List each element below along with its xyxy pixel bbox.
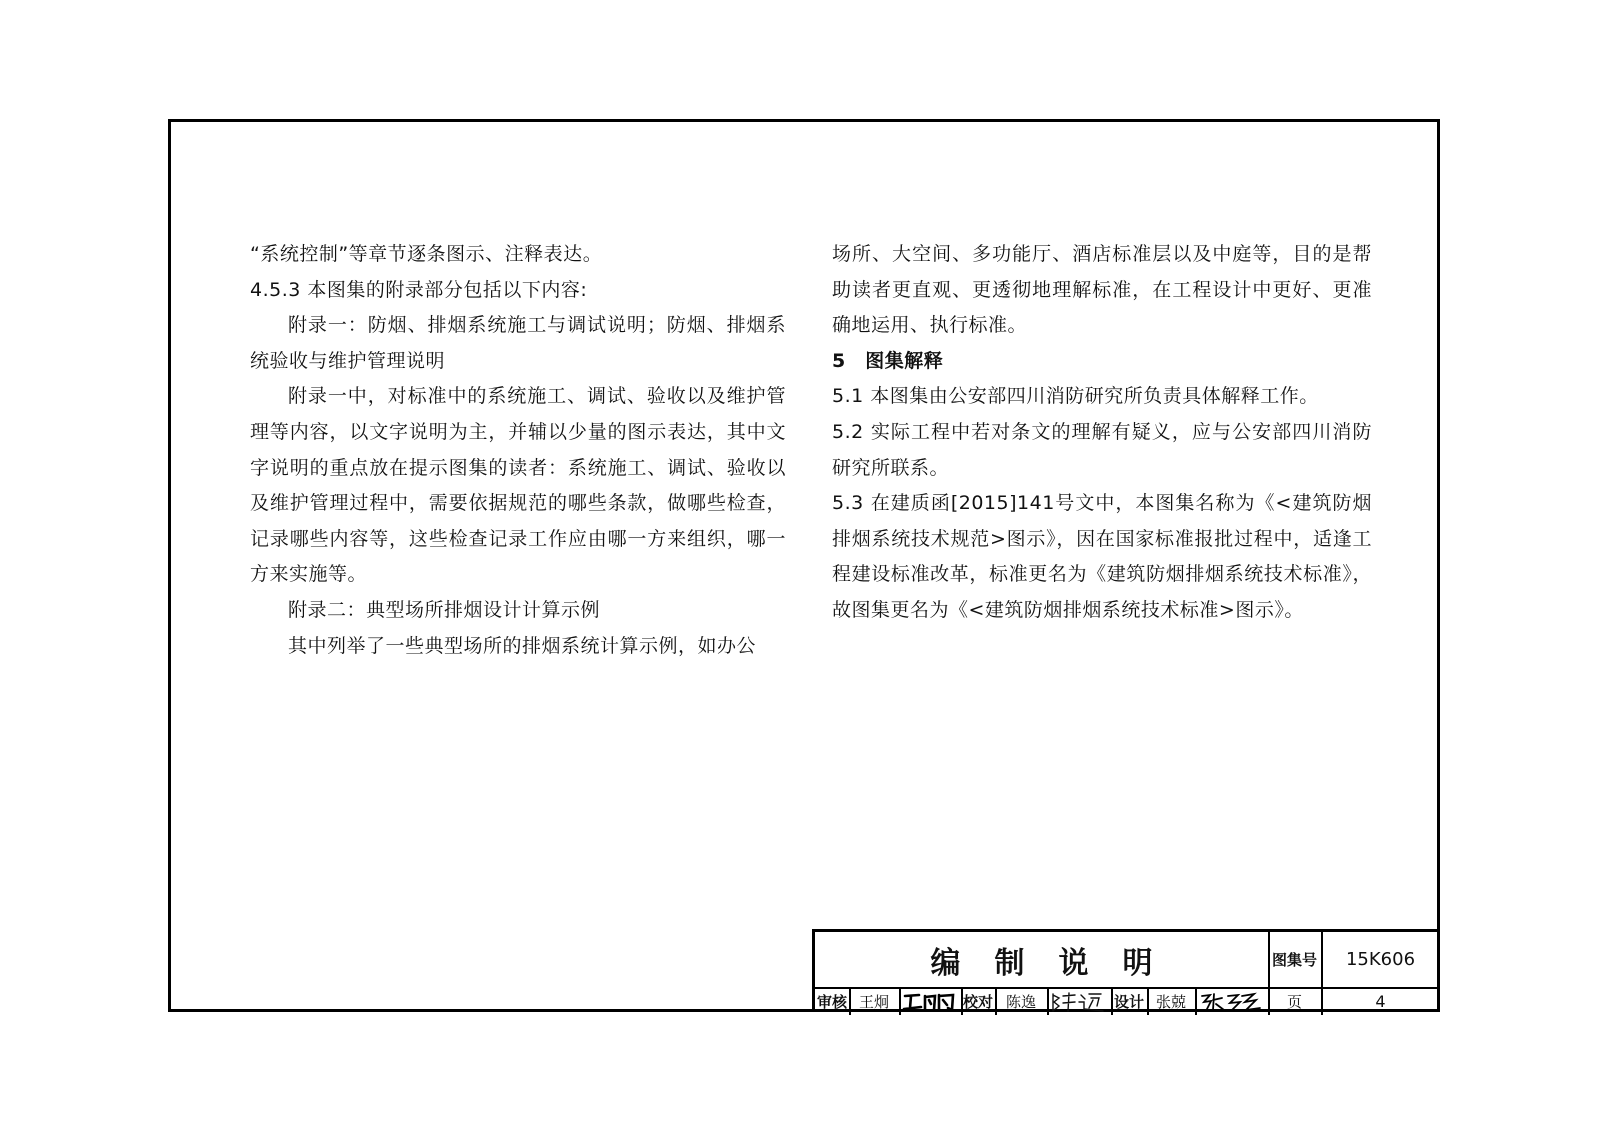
reviewer-cell — [849, 988, 899, 1015]
checker-signature-glyph — [1049, 990, 1109, 1014]
left-paragraph-6: 其中列举了一些典型场所的排烟系统计算示例，如办公 — [288, 634, 757, 657]
left-text-column — [250, 237, 786, 664]
title-block-row-2 — [815, 988, 1440, 1015]
review-label: 审核 — [816, 993, 847, 1011]
right-paragraph-4: 5.2 实际工程中若对条文的理解有疑义，应与公安部四川消防研究所联系。 — [832, 420, 1372, 479]
left-paragraph-5: 附录二：典型场所排烟设计计算示例 — [288, 598, 601, 621]
designer-signature — [1195, 988, 1268, 1015]
check-label-cell — [961, 988, 995, 1015]
review-label-cell — [815, 988, 849, 1015]
right-paragraph-3: 5.1 本图集由公安部四川消防研究所负责具体解释工作。 — [832, 385, 1319, 408]
checker-name: 陈逸 — [1005, 993, 1036, 1011]
left-paragraph-4: 附录一中，对标准中的系统施工、调试、验收以及维护管理等内容，以文字说明为主，并辅以少量的图示表达，其中文字说明的重点放在提示图集的读者：系统施工、调试、验收以及维护管理过程中，需要依据规范的哪些条款，做哪些检查，记录哪些内容等，这些检查记录工作应由哪一方来组织，哪一方来实施等。 — [250, 385, 786, 586]
page-number-cell — [1321, 988, 1440, 1015]
atlas-label-cell — [1268, 932, 1321, 987]
title-block — [812, 929, 1440, 1012]
drawing-title: 编制说明 — [930, 945, 1187, 981]
right-paragraph-2: 5 图集解释 — [832, 349, 944, 372]
atlas-number-cell — [1321, 932, 1440, 987]
page-label: 页 — [1286, 993, 1302, 1011]
design-label: 设计 — [1113, 993, 1144, 1011]
check-label: 校对 — [962, 993, 993, 1011]
drawing-title-cell — [815, 932, 1268, 987]
right-paragraph-5: 5.3 在建质函[2015]141号文中，本图集名称为《<建筑防烟排烟系统技术规范>图示》，因在国家标准报批过程中，适逢工程建设标准改革，标准更名为《建筑防烟排烟系统技术标准》，故图集更名为《<建筑防烟排烟系统技术标准>图示》。 — [832, 492, 1372, 621]
checker-cell — [995, 988, 1047, 1015]
atlas-label: 图集号 — [1271, 951, 1317, 969]
designer-name: 张兢 — [1155, 993, 1186, 1011]
right-text-column — [832, 237, 1372, 629]
left-paragraph-2: 4.5.3 本图集的附录部分包括以下内容: — [250, 278, 588, 301]
reviewer-name: 王炯 — [858, 993, 889, 1011]
designer-signature-glyph — [1198, 990, 1266, 1014]
page-number: 4 — [1375, 992, 1386, 1011]
left-paragraph-1: “系统控制”等章节逐条图示、注释表达。 — [250, 243, 603, 265]
page-label-cell — [1268, 988, 1321, 1015]
reviewer-signature — [899, 988, 961, 1015]
title-block-row-1 — [815, 932, 1440, 989]
left-paragraph-3: 附录一：防烟、排烟系统施工与调试说明；防烟、排烟系统验收与维护管理说明 — [250, 314, 786, 372]
reviewer-signature-glyph — [901, 990, 959, 1014]
right-paragraph-1: 场所、大空间、多功能厅、酒店标准层以及中庭等，目的是帮助读者更直观、更透彻地理解标准，在工程设计中更好、更准确地运用、执行标准。 — [832, 243, 1372, 337]
checker-signature — [1047, 988, 1111, 1015]
design-label-cell — [1111, 988, 1147, 1015]
atlas-number: 15K606 — [1345, 949, 1416, 970]
designer-cell — [1147, 988, 1195, 1015]
